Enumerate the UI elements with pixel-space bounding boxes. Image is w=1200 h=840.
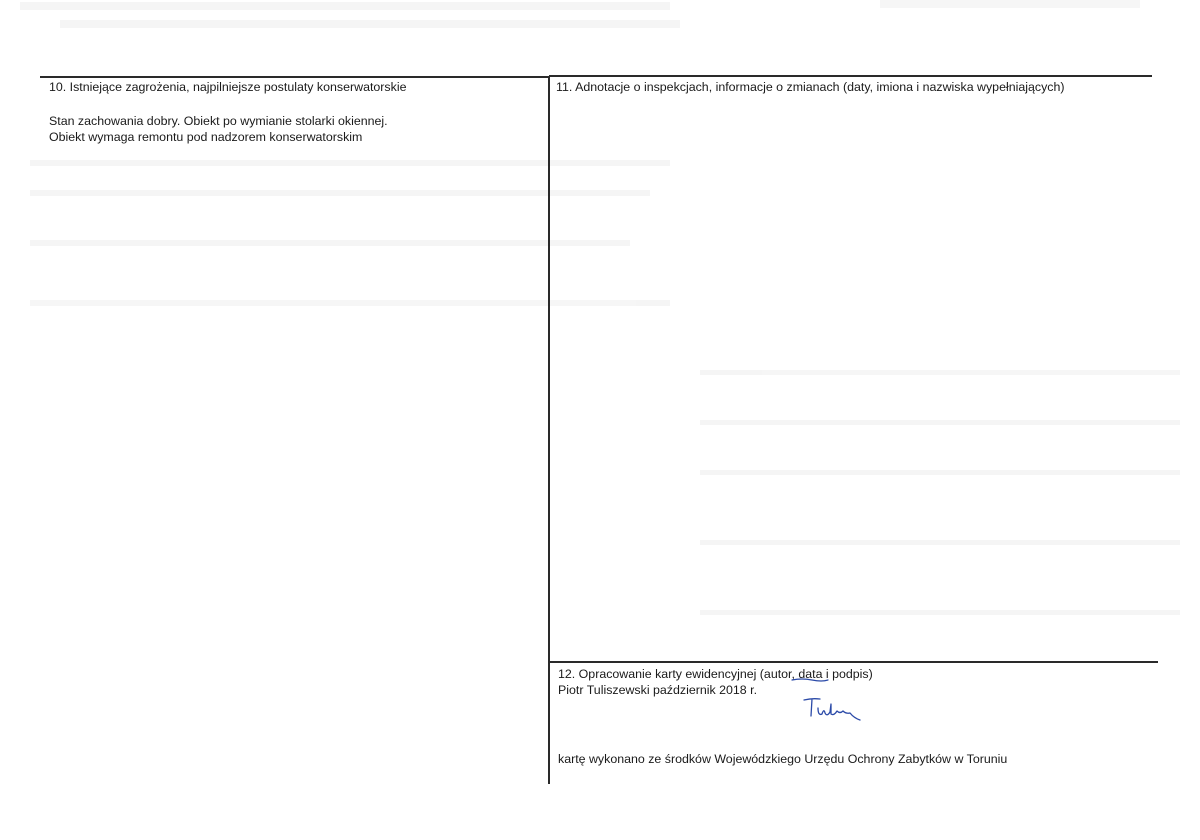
section12-rule <box>549 661 1158 663</box>
funding-note: kartę wykonano ze środków Wojewódzkiego Urzędu Ochrony Zabytków w Toruniu <box>558 752 1008 766</box>
signature-scrawl <box>800 696 864 722</box>
section10-line-1: Stan zachowania dobry. Obiekt po wymianie stolarki okiennej. <box>49 114 388 128</box>
section12-author-line: Piotr Tuliszewski październik 2018 r. <box>558 683 758 697</box>
section10-line-2: Obiekt wymaga remontu pod nadzorem konserwatorskim <box>49 130 363 144</box>
top-rule-right <box>549 75 1152 77</box>
top-rule-left <box>40 76 549 78</box>
autor-underline <box>790 677 830 683</box>
section12-heading: 12. Opracowanie karty ewidencyjnej (autor, data i podpis) <box>558 667 873 681</box>
section10-heading: 10. Istniejące zagrożenia, najpilniejsze postulaty konserwatorskie <box>49 80 407 94</box>
column-divider <box>548 76 550 784</box>
section11-heading: 11. Adnotacje o inspekcjach, informacje o zmianach (daty, imiona i nazwiska wypełniających) <box>556 80 1065 94</box>
